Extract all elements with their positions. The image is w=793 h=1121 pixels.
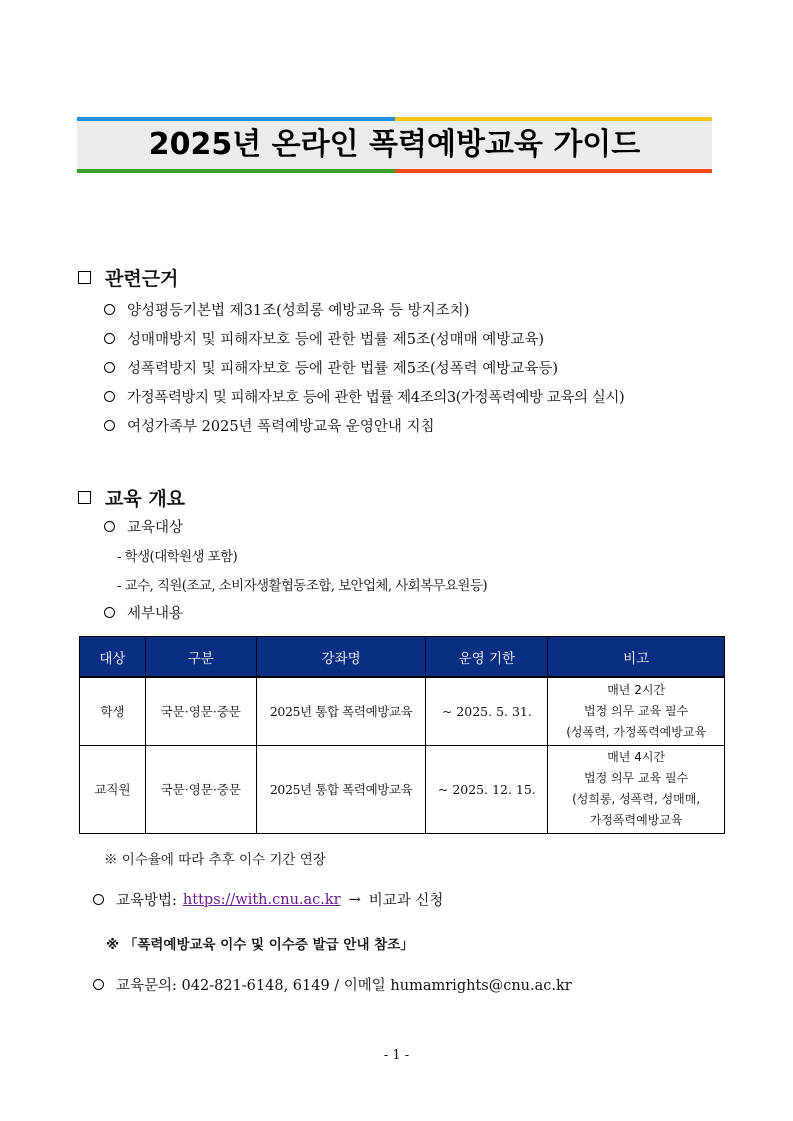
square-bullet-icon <box>78 491 91 504</box>
title-bottom-bar-left <box>77 169 395 173</box>
cell-note: 매년 4시간 법정 의무 교육 필수 (성희롱, 성폭력, 성매매, 가정폭력예방교육 <box>548 745 725 833</box>
square-bullet-icon <box>78 271 91 284</box>
target-staff: - 교수, 직원(조교, 소비자생활협동조합, 보안업체, 사회복무요원등) <box>117 578 487 594</box>
extension-note: ※ 이수율에 따라 추후 이수 기간 연장 <box>104 852 326 868</box>
education-site-link[interactable]: https://with.cnu.ac.kr <box>182 891 341 908</box>
circle-bullet-icon <box>104 362 115 373</box>
cell-deadline: ~ 2025. 5. 31. <box>426 677 548 745</box>
page-number: - 1 - <box>383 1048 410 1063</box>
reference-note: ※ 「폭력예방교육 이수 및 이수증 발급 안내 참조」 <box>106 937 414 953</box>
header-note: 비고 <box>548 637 725 678</box>
circle-bullet-icon <box>104 607 115 618</box>
header-course: 강좌명 <box>256 637 426 678</box>
circle-bullet-icon <box>93 979 104 990</box>
course-table <box>79 636 725 834</box>
page-title: 2025년 온라인 폭력예방교육 가이드 <box>148 127 641 162</box>
detail-label-line: 세부내용 <box>104 602 183 623</box>
arrow-right-icon: → <box>348 891 361 908</box>
header-category: 구분 <box>145 637 256 678</box>
title-banner <box>77 117 712 173</box>
table-row <box>80 745 725 833</box>
cell-course: 2025년 통합 폭력예방교육 <box>256 677 426 745</box>
list-item: 양성평등기본법 제31조(성희롱 예방교육 등 방지조치) <box>104 299 469 320</box>
circle-bullet-icon <box>104 333 115 344</box>
title-bottom-bar-right <box>395 169 712 173</box>
circle-bullet-icon <box>104 420 115 431</box>
cell-note: 매년 2시간 법정 의무 교육 필수 (성폭력, 가정폭력예방교육 <box>548 677 725 745</box>
section-basis-heading: 관련근거 <box>78 264 178 291</box>
cell-deadline: ~ 2025. 12. 15. <box>426 745 548 833</box>
list-item: 성매매방지 및 피해자보호 등에 관한 법률 제5조(성매매 예방교육) <box>104 328 544 349</box>
target-label-line: 교육대상 <box>104 516 183 537</box>
cell-course: 2025년 통합 폭력예방교육 <box>256 745 426 833</box>
method-line: 교육방법: https://with.cnu.ac.kr → 비교과 신청 <box>93 889 443 910</box>
target-students: - 학생(대학원생 포함) <box>117 549 238 565</box>
cell-category: 국문·영문·중문 <box>145 677 256 745</box>
section-overview-heading: 교육 개요 <box>78 484 185 511</box>
cell-target: 교직원 <box>80 745 146 833</box>
table-row <box>80 677 725 745</box>
header-target: 대상 <box>80 637 146 678</box>
list-item: 여성가족부 2025년 폭력예방교육 운영안내 지침 <box>104 415 434 436</box>
cell-target: 학생 <box>80 677 146 745</box>
inquiry-line: 교육문의: 042-821-6148, 6149 / 이메일 humamrights@cnu.ac.kr <box>93 974 572 995</box>
circle-bullet-icon <box>104 391 115 402</box>
header-deadline: 운영 기한 <box>426 637 548 678</box>
circle-bullet-icon <box>104 304 115 315</box>
table-header-row <box>80 637 725 678</box>
cell-category: 국문·영문·중문 <box>145 745 256 833</box>
list-item: 가정폭력방지 및 피해자보호 등에 관한 법률 제4조의3(가정폭력예방 교육의 실시) <box>104 386 624 407</box>
circle-bullet-icon <box>104 521 115 532</box>
circle-bullet-icon <box>93 894 104 905</box>
list-item: 성폭력방지 및 피해자보호 등에 관한 법률 제5조(성폭력 예방교육등) <box>104 357 558 378</box>
